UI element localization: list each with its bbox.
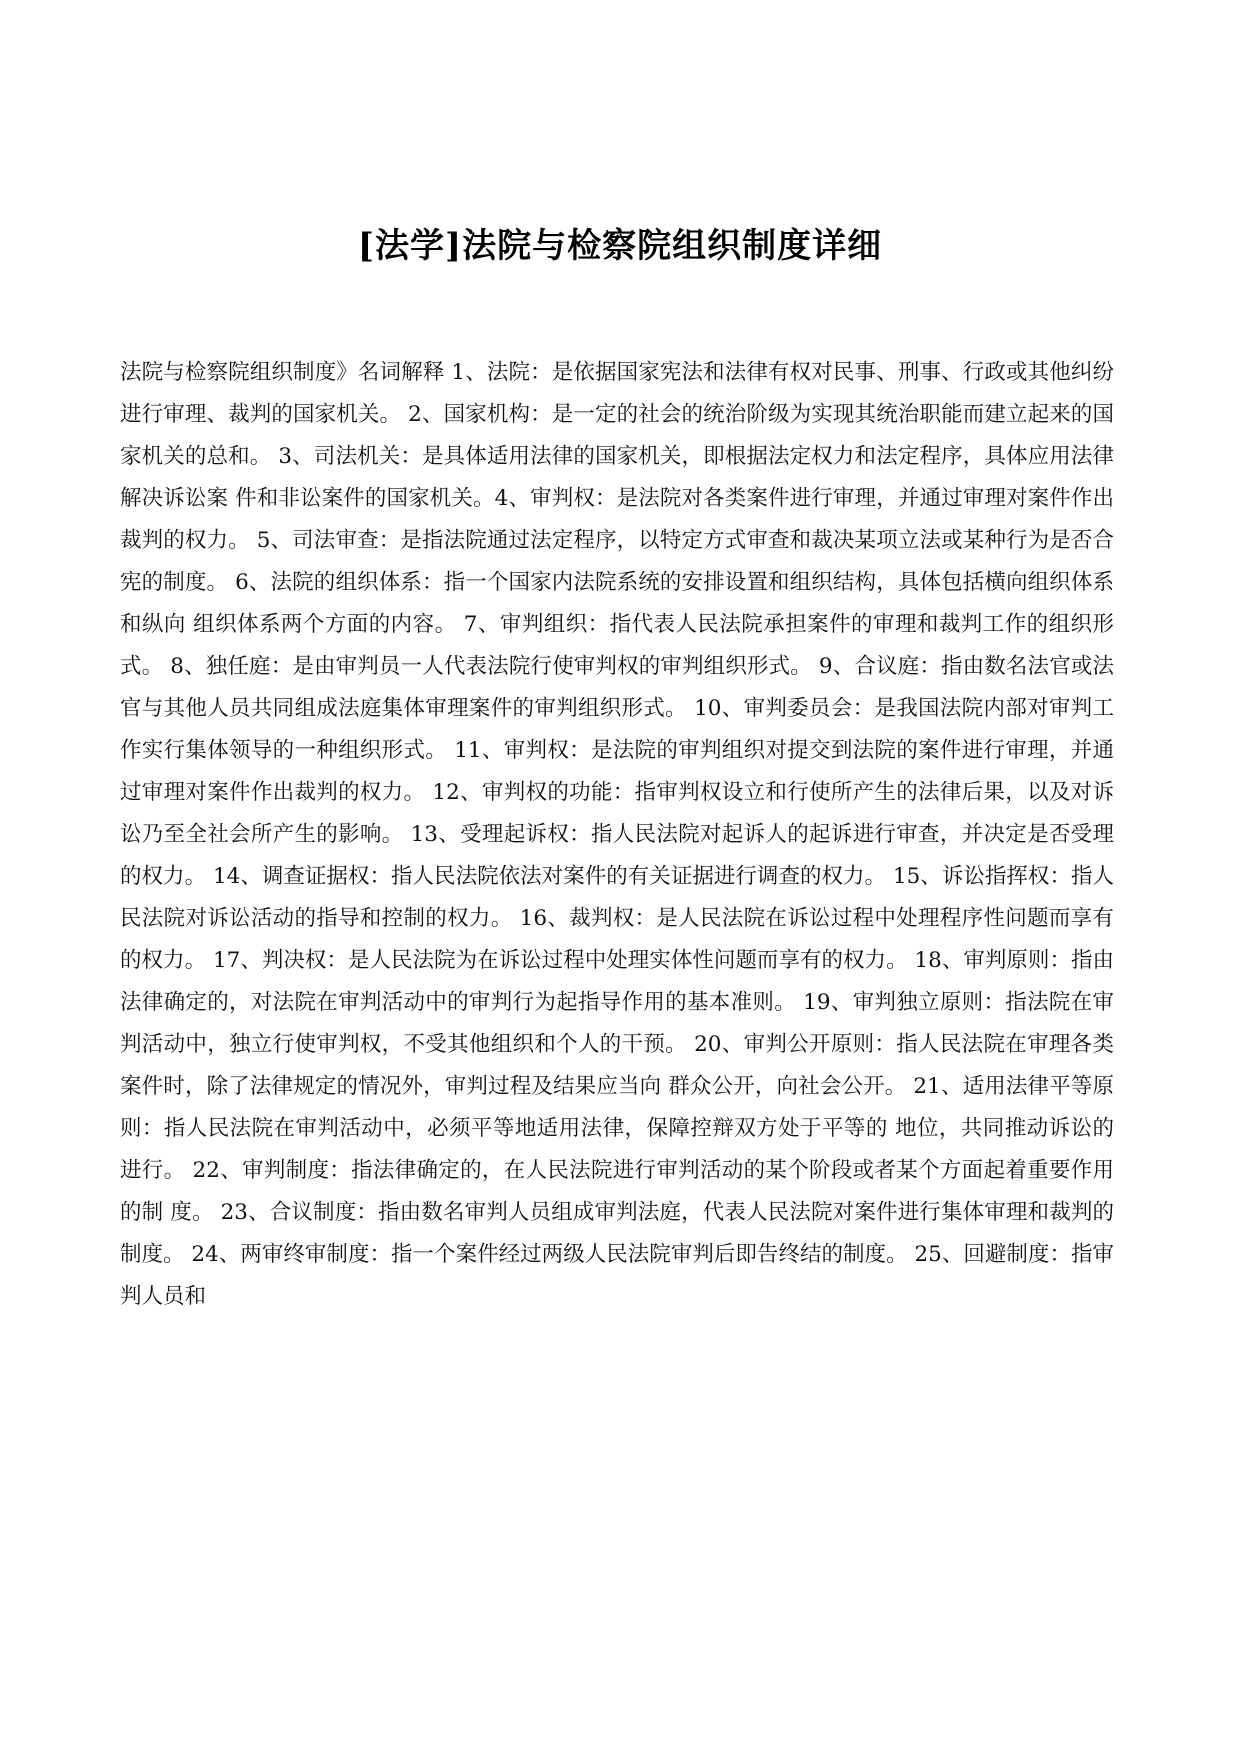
document-title: [法学]法院与检察院组织制度详细 <box>357 226 883 266</box>
document-body-text: 法院与检察院组织制度》名词解释 1、法院：是依据国家宪法和法律有权对民事、刑事、行政或其他纠纷进行审理、裁判的国家机关。 2、国家机构：是一定的社会的统治阶级为实现其统治职能而建立起来的国家机关的总和。 3、司法机关：是具体适用法律的国家机关，即根据法定权力和法定程序，具体应用法律解决诉讼案 件和非讼案件的国家机关。4、审判权：是法院对各类案件进行审理，并通过审理对案件作出裁判的权力。 5、司法审查：是指法院通过法定程序，以特定方式审查和裁决某项立法或某种行为是否合宪的制度。 6、法院的组织体系：指一个国家内法院系统的安排设置和组织结构，具体包括横向组织体系和纵向 组织体系两个方面的内容。 7、审判组织：指代表人民法院承担案件的审理和裁判工作的组织形式。 8、独任庭：是由审判员一人代表法院行使审判权的审判组织形式。 9、合议庭：指由数名法官或法官与其他人员共同组成法庭集体审理案件的审判组织形式。 10、审判委员会：是我国法院内部对审判工作实行集体领导的一种组织形式。 11、审判权：是法院的审判组织对提交到法院的案件进行审理，并通过审理对案件作出裁判的权力。 12、审判权的功能：指审判权设立和行使所产生的法律后果，以及对诉讼乃至全社会所产生的影响。 13、受理起诉权：指人民法院对起诉人的起诉进行审查，并决定是否受理的权力。 14、调查证据权：指人民法院依法对案件的有关证据进行调查的权力。 15、诉讼指挥权：指人民法院对诉讼活动的指导和控制的权力。 16、裁判权：是人民法院在诉讼过程中处理程序性问题而享有的权力。 17、判决权：是人民法院为在诉讼过程中处理实体性问题而享有的权力。 18、审判原则：指由法律确定的，对法院在审判活动中的审判行为起指导作用的基本准则。 19、审判独立原则：指法院在审判活动中，独立行使审判权，不受其他组织和个人的干预。 20、审判公开原则：指人民法院在审理各类案件时，除了法律规定的情况外，审判过程及结果应当向 群众公开，向社会公开。 21、适用法律平等原则：指人民法院在审判活动中，必须平等地适用法律，保障控辩双方处于平等的 地位，共同推动诉讼的进行。 22、审判制度：指法律确定的，在人民法院进行审判活动的某个阶段或者某个方面起着重要作用的制 度。 23、合议制度：指由数名审判人员组成审判法庭，代表人民法院对案件进行集体审理和裁判的制度。 24、两审终审制度：指一个案件经过两级人民法院审判后即告终结的制度。 25、回避制度：指审判人员和 <box>120 360 1114 1309</box>
